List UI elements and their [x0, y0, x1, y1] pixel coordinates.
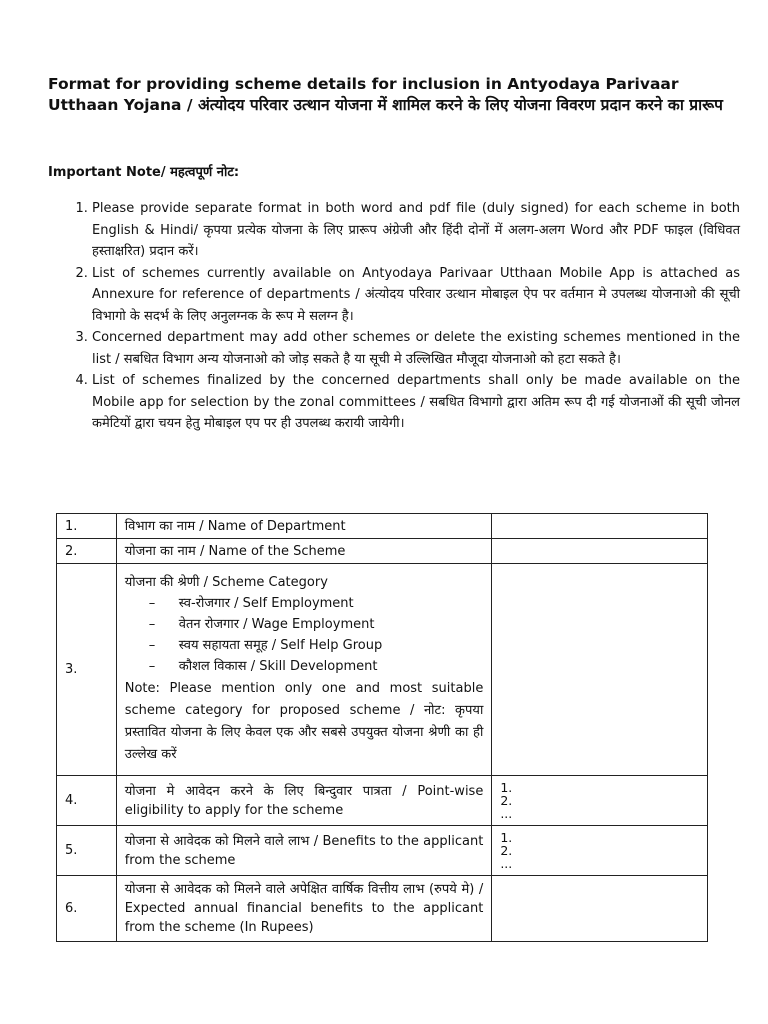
category-label: स्वय सहायता समूह / Self Help Group [178, 638, 383, 653]
document-title: Format for providing scheme details for inclusion in Antyodaya Parivaar Utthaan Yojana / अंत्योदय परिवार उत्थान योजना में शामिल करने के लिए योजना विवरण प्रदान करने का प्रारूप [48, 75, 723, 114]
scheme-category-list [125, 594, 484, 676]
answer-point: 2. [500, 843, 513, 858]
row-label: योजना का नाम / Name of the Scheme [116, 539, 492, 564]
answer-cell-scheme-category[interactable] [492, 564, 708, 776]
row-number: 1. [57, 514, 117, 539]
list-item [149, 636, 484, 655]
row-label: योजना से आवेदक को मिलने वाले अपेक्षित वार्षिक वित्तीय लाभ (रुपये मे) / Expected annual financial benefits to the applicant from the scheme (In Rupees) [116, 876, 492, 942]
row-number: 3. [57, 564, 117, 776]
dash-bullet: – [148, 638, 156, 653]
notes-list [48, 198, 740, 435]
row-number: 5. [57, 826, 117, 876]
table-row [57, 564, 708, 776]
answer-point: 2. [500, 793, 513, 808]
answer-cell-department[interactable] [492, 514, 708, 539]
table-row [57, 776, 708, 826]
category-label: वेतन रोजगार / Wage Employment [178, 617, 375, 632]
answer-point: 1. [500, 780, 513, 795]
answer-cell-benefits[interactable] [492, 826, 708, 876]
dash-bullet: – [148, 617, 156, 632]
row-number: 6. [57, 876, 117, 942]
row-number: 2. [57, 539, 117, 564]
note-item-3: 3. Concerned department may add other schemes or delete the existing schemes mentioned in the list / सबधित विभाग अन्य योजनाओ को जोड़ सकते है या सूची मे उल्लिखित मौजूदा योजनाओ को हटा सकते है। [92, 327, 740, 370]
note-item-2: 2. List of schemes currently available on Antyodaya Parivaar Utthaan Mobile App is attached as Annexure for reference of departments / अंत्योदय परिवार उत्थान मोबाइल ऐप पर वर्तमान मे उपलब्ध योजनाओ की सूची विभागो के सदर्भ के लिए अनुलग्नक के रूप मे सलग्न है। [92, 263, 740, 328]
list-item [149, 657, 484, 676]
dash-bullet: – [148, 596, 156, 611]
category-label: कौशल विकास / Skill Development [178, 659, 378, 674]
table-row [57, 876, 708, 942]
list-item [149, 615, 484, 634]
row-label: योजना मे आवेदन करने के लिए बिन्दुवार पात्रता / Point-wise eligibility to apply for the scheme [116, 776, 492, 826]
answer-point: ... [500, 806, 513, 821]
category-label: स्व-रोजगार / Self Employment [178, 596, 354, 611]
answer-point: 1. [500, 830, 513, 845]
answer-cell-eligibility[interactable] [492, 776, 708, 826]
table-row [57, 539, 708, 564]
answer-cell-financial-benefits[interactable] [492, 876, 708, 942]
table-row [57, 514, 708, 539]
table-row [57, 826, 708, 876]
answer-cell-scheme-name[interactable] [492, 539, 708, 564]
important-note-heading: Important Note/ महत्वपूर्ण नोट: [48, 165, 240, 180]
row-label: योजना से आवेदक को मिलने वाले लाभ / Benefits to the applicant from the scheme [116, 826, 492, 876]
scheme-category-heading: योजना की श्रेणी / Scheme Category [124, 575, 328, 590]
dash-bullet: – [148, 659, 156, 674]
row-number: 4. [57, 776, 117, 826]
row-label: विभाग का नाम / Name of Department [116, 514, 492, 539]
scheme-category-cell [116, 564, 492, 776]
list-item [149, 594, 484, 613]
note-item-1: 1. Please provide separate format in both word and pdf file (duly signed) for each scheme in both English & Hindi/ कृपया प्रत्येक योजना के लिए प्रारूप अंग्रेजी और हिंदी दोनों में अलग-अलग Word और PDF फाइल (विधिवत हस्ताक्षरित) प्रदान करें। [92, 198, 740, 263]
scheme-category-note: Note: Please mention only one and most suitable scheme category for proposed scheme / नोट: कृपया प्रस्तावित योजना के लिए केवल एक और सबसे उपयुक्त योजना श्रेणी का ही उल्लेख करें [124, 681, 484, 762]
answer-point: ... [500, 856, 513, 871]
scheme-details-table [56, 513, 708, 942]
note-item-4: 4. List of schemes finalized by the concerned departments shall only be made available on the Mobile app for selection by the zonal committees / सबधित विभागो द्वारा अतिम रूप दी गई योजनाओं की सूची जोनल कमेटियों द्वारा चयन हेतु मोबाइल एप पर ही उपलब्ध करायी जायेगी। [92, 370, 740, 435]
